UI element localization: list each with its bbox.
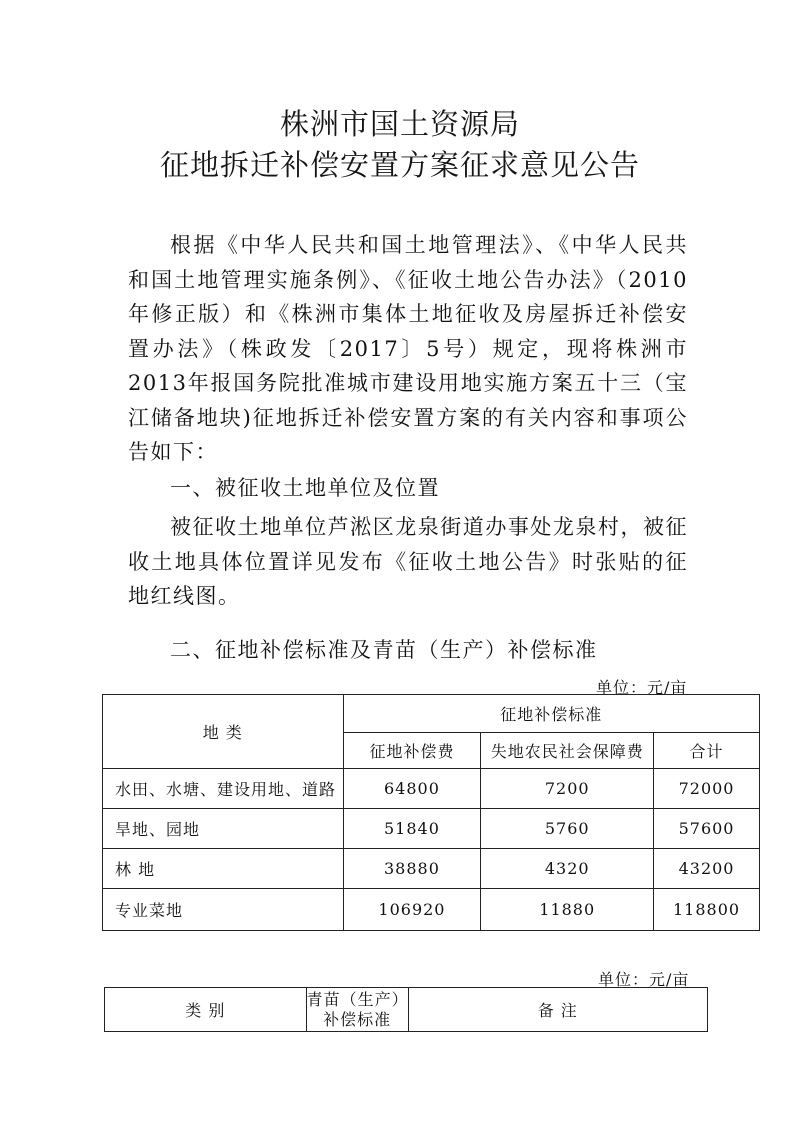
header-crop-standard-line2: 补偿标准 xyxy=(323,1009,392,1029)
table-header-row xyxy=(103,695,760,733)
section1-paragraph: 被征收土地单位芦淞区龙泉街道办事处龙泉村，被征收土地具体位置详见发布《征收土地公告》时张贴的征地红线图。 xyxy=(128,515,688,608)
cell-land-type: 林 地 xyxy=(103,849,344,889)
header-social-security: 失地农民社会保障费 xyxy=(481,733,654,769)
compensation-table xyxy=(102,694,760,931)
header-category: 类 别 xyxy=(105,988,307,1032)
crop-compensation-table xyxy=(104,987,708,1032)
header-land-type: 地 类 xyxy=(103,695,344,769)
cell-land-type: 水田、水塘、建设用地、道路 xyxy=(103,769,344,809)
cell-compensation: 51840 xyxy=(343,809,481,849)
header-compensation-standard: 征地补偿标准 xyxy=(343,695,759,733)
cell-total: 118800 xyxy=(654,889,760,931)
cell-compensation: 38880 xyxy=(343,849,481,889)
cell-land-type: 旱地、园地 xyxy=(103,809,344,849)
table-row xyxy=(103,809,760,849)
section2-heading: 二、征地补偿标准及青苗（生产）补偿标准 xyxy=(170,638,598,662)
table-row xyxy=(103,889,760,931)
title-agency: 株洲市国土资源局 xyxy=(279,107,520,141)
cell-land-type: 专业菜地 xyxy=(103,889,344,931)
table-row xyxy=(103,849,760,889)
title-notice: 征地拆迁补偿安置方案征求意见公告 xyxy=(159,148,640,182)
cell-compensation: 106920 xyxy=(343,889,481,931)
cell-social: 5760 xyxy=(481,809,654,849)
section1-heading: 一、被征收土地单位及位置 xyxy=(170,476,440,500)
table-header-row xyxy=(105,988,708,1032)
table-row xyxy=(103,769,760,809)
cell-social: 7200 xyxy=(481,769,654,809)
cell-compensation: 64800 xyxy=(343,769,481,809)
cell-total: 72000 xyxy=(654,769,760,809)
cell-social: 11880 xyxy=(481,889,654,931)
table2-unit: 单位：元/亩 xyxy=(598,970,690,989)
header-crop-standard xyxy=(306,988,408,1032)
header-note: 备 注 xyxy=(408,988,708,1032)
intro-paragraph: 根据《中华人民共和国土地管理法》、《中华人民共和国土地管理实施条例》、《征收土地公告办法》（2010年修正版）和《株洲市集体土地征收及房屋拆迁补偿安置办法》（株政发〔2017〕5号）规定，现将株洲市2013年报国务院批准城市建设用地实施方案五十三（宝江储备地块)征地拆迁补偿安置方案的有关内容和事项公告如下： xyxy=(128,233,688,464)
cell-total: 43200 xyxy=(654,849,760,889)
header-total: 合计 xyxy=(654,733,760,769)
table1-unit: 单位：元/亩 xyxy=(596,678,688,697)
header-crop-standard-line1: 青苗（生产） xyxy=(306,989,409,1009)
cell-social: 4320 xyxy=(481,849,654,889)
cell-total: 57600 xyxy=(654,809,760,849)
header-land-compensation: 征地补偿费 xyxy=(343,733,481,769)
